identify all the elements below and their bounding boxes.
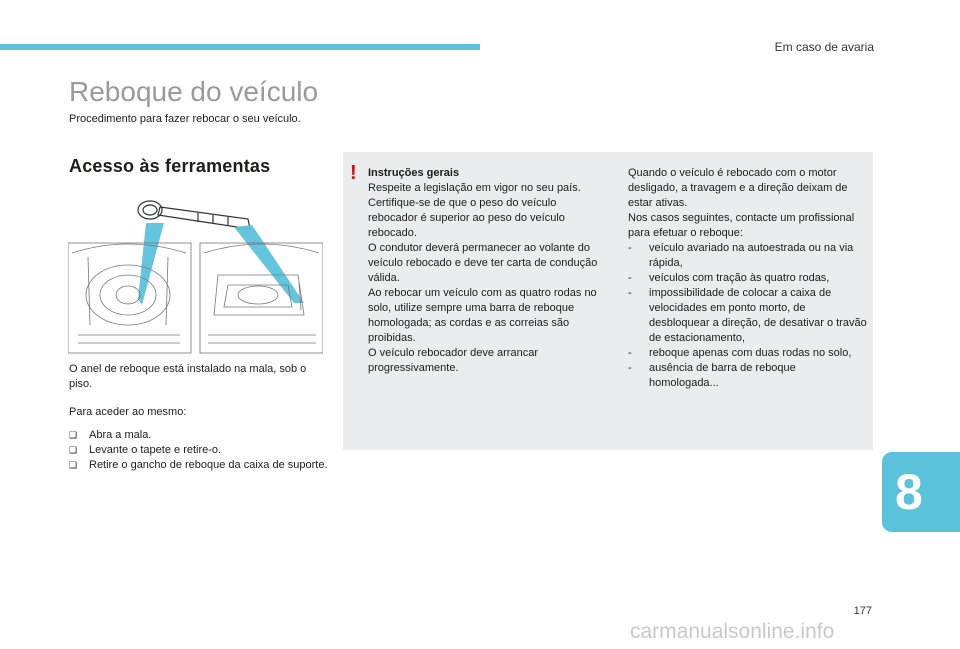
warning-exclamation-icon: ! — [350, 162, 357, 184]
warning-cases — [628, 241, 868, 391]
checkbox-marker-icon: ❑ — [69, 445, 78, 455]
watermark: carmanualsonline.info — [630, 620, 835, 643]
warning-column-2 — [628, 166, 868, 391]
list-item: ❑ Levante o tapete e retire-o. — [69, 444, 222, 456]
warning-paragraph: Quando o veículo é rebocado com o motor desligado, a travagem e a direção deixam de estar ativas. — [628, 167, 848, 209]
pointer-left — [138, 223, 164, 305]
list-item: - impossibilidade de colocar a caixa de velocidades em ponto morto, de desbloquear a direção, de desativar o travão de estacionamento, — [628, 287, 867, 344]
page-number: 177 — [853, 605, 872, 617]
warning-column-1 — [368, 166, 608, 376]
list-item: ❑ Abra a mala. — [69, 429, 152, 441]
warning-paragraph: Respeite a legislação em vigor no seu país. — [368, 182, 581, 194]
page-title: Reboque do veículo — [69, 76, 319, 107]
list-item: ❑ Retire o gancho de reboque da caixa de suporte. — [69, 459, 328, 471]
section-label: Em caso de avaria — [774, 40, 874, 54]
page-subtitle: Procedimento para fazer rebocar o seu veículo. — [69, 113, 301, 125]
access-intro-block — [69, 362, 331, 392]
list-item: - veículos com tração às quatro rodas, — [628, 272, 830, 284]
warning-paragraph: Certifique-se de que o peso do veículo rebocador é superior ao peso do veículo rebocado. — [368, 197, 565, 239]
chapter-number: 8 — [895, 464, 923, 520]
warning-paragraph: O veículo rebocador deve arrancar progressivamente. — [368, 347, 538, 374]
list-item: - reboque apenas com duas rodas no solo, — [628, 347, 852, 359]
trunk-left-view — [68, 243, 191, 353]
warning-paragraph: Nos casos seguintes, contacte um profissional para efetuar o reboque: — [628, 212, 855, 239]
access-heading: Acesso às ferramentas — [69, 156, 271, 176]
access-steps-block — [69, 428, 331, 473]
warning-title: Instruções gerais — [368, 167, 460, 179]
warning-paragraph: O condutor deverá permanecer ao volante do veículo rebocado e deve ter carta de condução válida. — [368, 242, 598, 284]
access-steps — [69, 428, 331, 473]
list-item: - ausência de barra de reboque homologada... — [628, 362, 796, 389]
warning-paragraph: Ao rebocar um veículo com as quatro rodas no solo, utilize sempre uma barra de reboque homologada; as cordas e as correias são proibidas. — [368, 287, 597, 344]
list-item: - veículo avariado na autoestrada ou na via rápida, — [628, 242, 854, 269]
access-intro: O anel de reboque está instalado na mala, sob o piso. — [69, 363, 307, 390]
access-lead: Para aceder ao mesmo: — [69, 406, 187, 418]
checkbox-marker-icon: ❑ — [69, 460, 78, 470]
access-lead-block — [69, 405, 331, 420]
checkbox-marker-icon: ❑ — [69, 430, 78, 440]
pointer-right — [234, 225, 304, 303]
header-accent-bar — [0, 44, 480, 50]
towing-eye-illustration — [68, 195, 323, 355]
